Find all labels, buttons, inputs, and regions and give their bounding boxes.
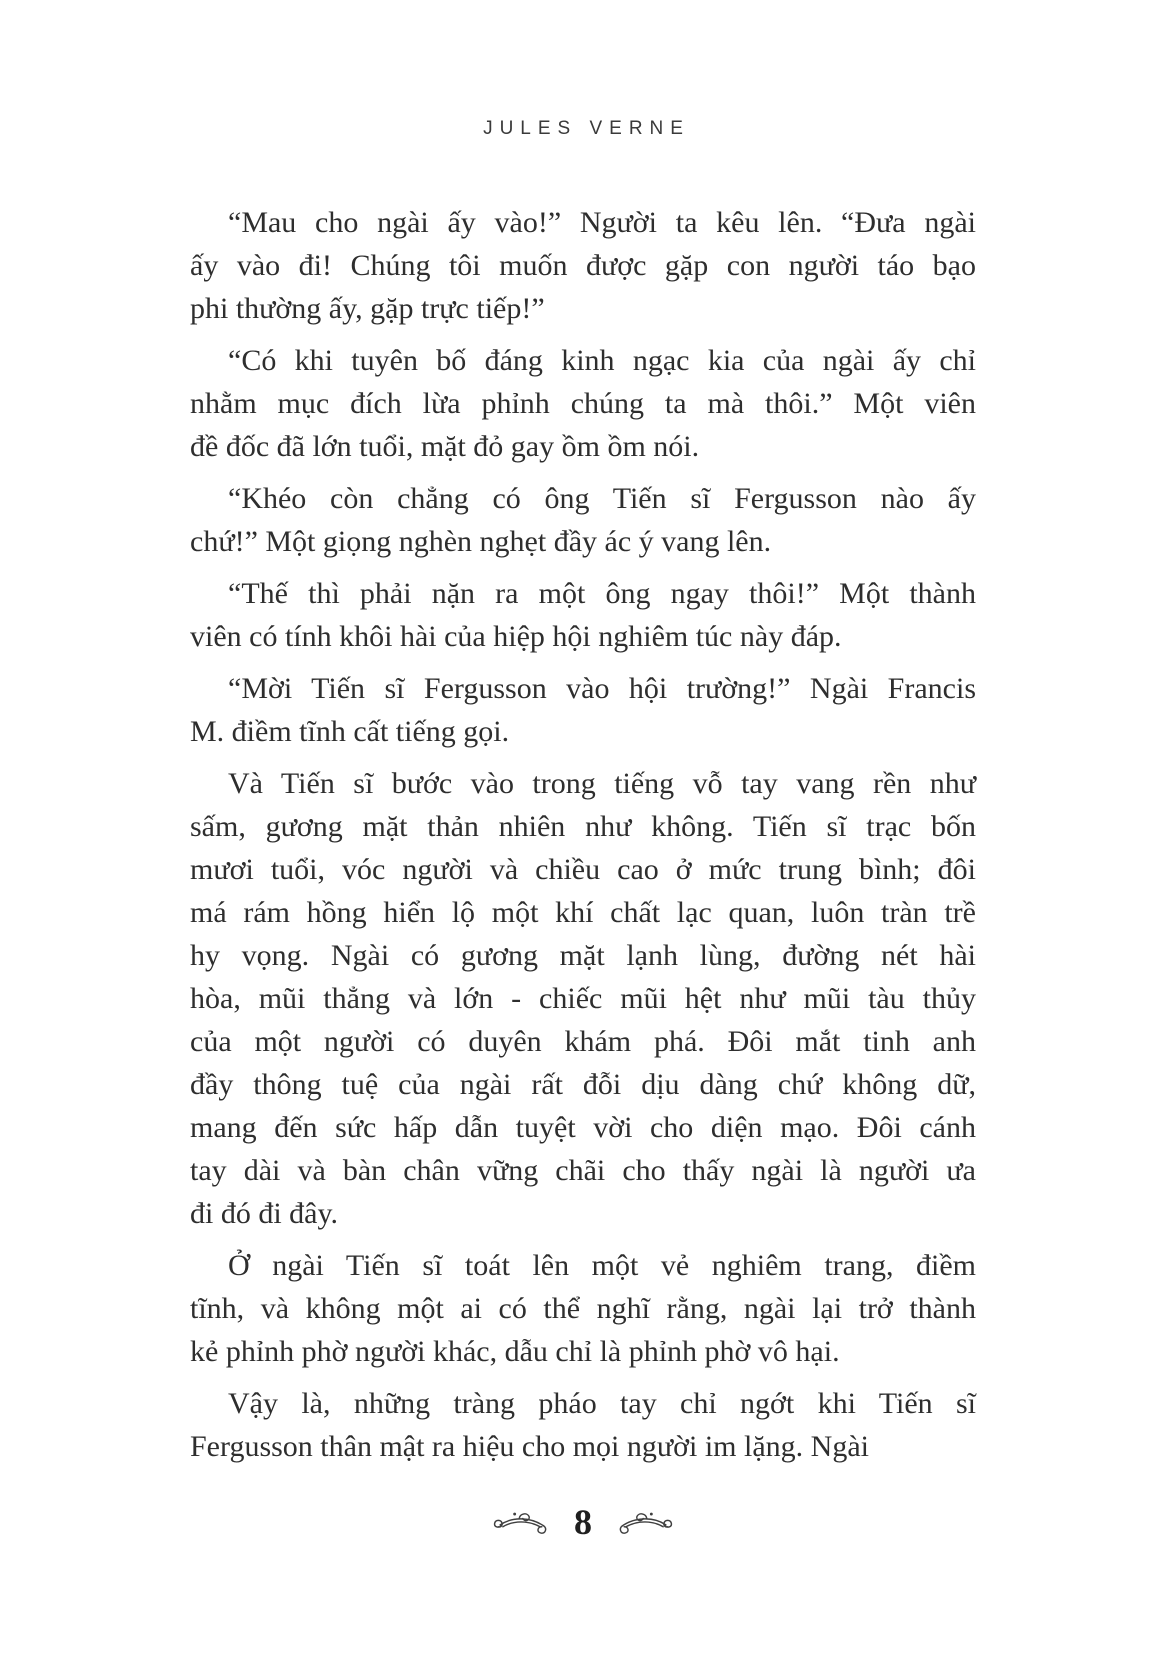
paragraph (190, 572, 976, 658)
text-line: mươi tuổi, vóc người và chiều cao ở mức trung bình; đôi (190, 853, 976, 886)
text-line: “Khéo còn chẳng có ông Tiến sĩ Fergusson nào ấy (228, 482, 976, 515)
text-line: phi thường ấy, gặp trực tiếp!” (190, 292, 545, 325)
text-line: mang đến sức hấp dẫn tuyệt vời cho diện mạo. Đôi cánh (190, 1111, 976, 1144)
text-line: đi đó đi đây. (190, 1197, 339, 1230)
flourish-right-icon (616, 1508, 674, 1540)
text-line: của một người có duyên khám phá. Đôi mắt tinh anh (190, 1025, 976, 1058)
text-line: đầy thông tuệ của ngài rất đỗi dịu dàng chứ không dữ, (190, 1068, 976, 1101)
text-line: hy vọng. Ngài có gương mặt lạnh lùng, đường nét hài (190, 939, 976, 972)
paragraph (190, 762, 976, 1235)
text-line: sấm, gương mặt thản nhiên như không. Tiến sĩ trạc bốn (190, 810, 976, 843)
text-line: M. điềm tĩnh cất tiếng gọi. (190, 715, 510, 748)
text-line: “Mau cho ngài ấy vào!” Người ta kêu lên. “Đưa ngài (228, 206, 976, 239)
page-footer (190, 1504, 976, 1544)
text-line: “Mời Tiến sĩ Fergusson vào hội trường!” Ngài Francis (228, 672, 976, 705)
paragraph (190, 201, 976, 330)
text-line: viên có tính khôi hài của hiệp hội nghiêm túc này đáp. (190, 620, 842, 653)
text-line: kẻ phỉnh phờ người khác, dẫu chỉ là phỉnh phờ vô hại. (190, 1335, 840, 1368)
text-line: “Thế thì phải nặn ra một ông ngay thôi!” Một thành (228, 577, 976, 610)
page-number: 8 (574, 1502, 592, 1542)
paragraph (190, 339, 976, 468)
flourish-left-icon (492, 1508, 550, 1540)
text-line: ấy vào đi! Chúng tôi muốn được gặp con người táo bạo (190, 249, 976, 282)
text-line: nhằm mục đích lừa phỉnh chúng ta mà thôi.” Một viên (190, 387, 976, 420)
text-line: tay dài và bàn chân vững chãi cho thấy ngài là người ưa (190, 1154, 976, 1187)
text-line: má rám hồng hiển lộ một khí chất lạc quan, luôn tràn trề (190, 896, 976, 929)
text-line: tĩnh, và không một ai có thể nghĩ rằng, ngài lại trở thành (190, 1292, 976, 1325)
text-line: Vậy là, những tràng pháo tay chỉ ngớt khi Tiến sĩ (228, 1387, 976, 1420)
paragraph (190, 667, 976, 753)
paragraph (190, 1244, 976, 1373)
text-line: “Có khi tuyên bố đáng kinh ngạc kia của ngài ấy chỉ (228, 344, 976, 377)
text-line: hòa, mũi thẳng và lớn - chiếc mũi hệt như mũi tàu thủy (190, 982, 976, 1015)
text-line: Fergusson thân mật ra hiệu cho mọi người im lặng. Ngài (190, 1430, 869, 1463)
text-line: chứ!” Một giọng nghèn nghẹt đầy ác ý vang lên. (190, 525, 772, 558)
running-head: JULES VERNE (483, 118, 690, 139)
text-line: Và Tiến sĩ bước vào trong tiếng vỗ tay vang rền như (228, 767, 976, 800)
paragraph (190, 1382, 976, 1468)
paragraph (190, 477, 976, 563)
body-text (190, 201, 976, 1477)
text-line: đề đốc đã lớn tuổi, mặt đỏ gay ồm ồm nói. (190, 430, 700, 463)
text-line: Ở ngài Tiến sĩ toát lên một vẻ nghiêm trang, điềm (228, 1249, 976, 1282)
